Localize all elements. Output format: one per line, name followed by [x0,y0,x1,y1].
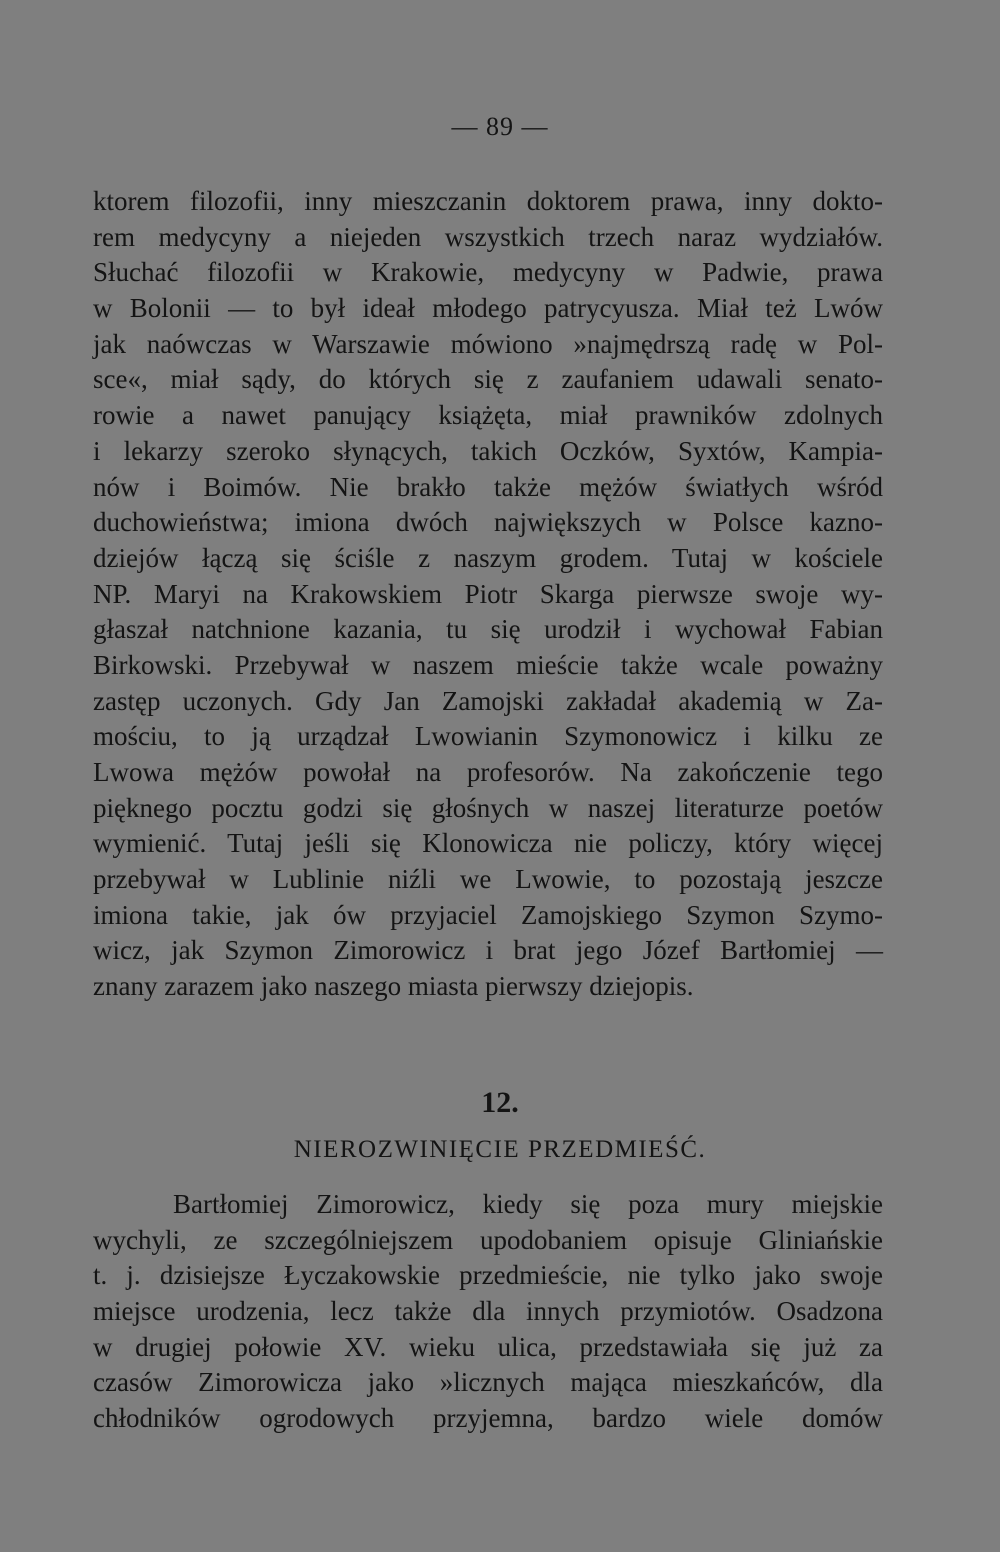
paragraph-2 [93,1187,883,1437]
text-line: przebywał w Lublinie niźli we Lwowie, to pozostają jeszcze [93,864,883,895]
paragraph-1 [93,184,883,1005]
text-line: pięknego pocztu godzi się głośnych w naszej literaturze poetów [93,792,883,823]
section-number: 12. [481,1086,519,1119]
text-line: imiona takie, jak ów przyjaciel Zamojskiego Szymon Szymo- [93,899,883,930]
text-line: miejsce urodzenia, lecz także dla innych przymiotów. Osadzona [93,1296,883,1327]
text-line: Birkowski. Przebywał w naszem mieście także wcale poważny [93,649,883,680]
text-line: t. j. dzisiejsze Łyczakowskie przedmieście, nie tylko jako swoje [93,1260,883,1291]
text-line: i lekarzy szeroko słynących, takich Oczków, Syxtów, Kampia- [93,435,883,466]
section-title: NIEROZWINIĘCIE PRZEDMIEŚĆ. [293,1136,707,1163]
text-line: NP. Maryi na Krakowskiem Piotr Skarga pierwsze swoje wy- [93,578,883,609]
text-line: chłodników ogrodowych przyjemna, bardzo wiele domów [93,1403,883,1434]
text-line: w Bolonii — to był ideał młodego patrycyusza. Miał też Lwów [93,293,883,324]
text-line: sce«, miał sądy, do których się z zaufaniem udawali senato- [93,364,883,395]
text-line: wymienić. Tutaj jeśli się Klonowicza nie policzy, który więcej [93,828,883,859]
text-line: Słuchać filozofii w Krakowie, medycyny w Padwie, prawa [93,257,883,288]
text-line: rem medycyny a niejeden wszystkich trzech naraz wydziałów. [93,221,883,252]
text-line: wychyli, ze szczególniejszem upodobaniem opisuje Gliniańskie [93,1224,883,1255]
text-line: znany zarazem jako naszego miasta pierwszy dziejopis. [93,971,694,1002]
text-line: jak naówczas w Warszawie mówiono »najmędrszą radę w Pol- [93,328,883,359]
page-number: — 89 — [451,112,549,141]
text-line: mościu, to ją urządzał Lwowianin Szymonowicz i kilku ze [93,721,883,752]
text-line: Lwowa mężów powołał na profesorów. Na zakończenie tego [93,757,883,787]
text-line: rowie a nawet panujący książęta, miał prawników zdolnych [93,400,883,431]
text-line: w drugiej połowie XV. wieku ulica, przedstawiała się już za [93,1331,883,1362]
text-line: dziejów łączą się ściśle z naszym grodem. Tutaj w kościele [93,542,883,573]
text-line: zastęp uczonych. Gdy Jan Zamojski zakładał akademią w Za- [93,685,883,716]
text-line: duchowieństwa; imiona dwóch największych w Polsce kazno- [93,507,883,538]
text-line: Bartłomiej Zimorowicz, kiedy się poza mury miejskie [173,1189,883,1219]
text-line: głaszał natchnione kazania, tu się urodził i wychował Fabian [93,614,883,645]
text-line: nów i Boimów. Nie brakło także mężów światłych wśród [93,471,883,502]
text-line: wicz, jak Szymon Zimorowicz i brat jego Józef Bartłomiej — [93,935,883,966]
text-line: ktorem filozofii, inny mieszczanin doktorem prawa, inny dokto- [93,186,883,216]
text-line: czasów Zimorowicza jako »licznych mająca mieszkańców, dla [93,1367,883,1398]
